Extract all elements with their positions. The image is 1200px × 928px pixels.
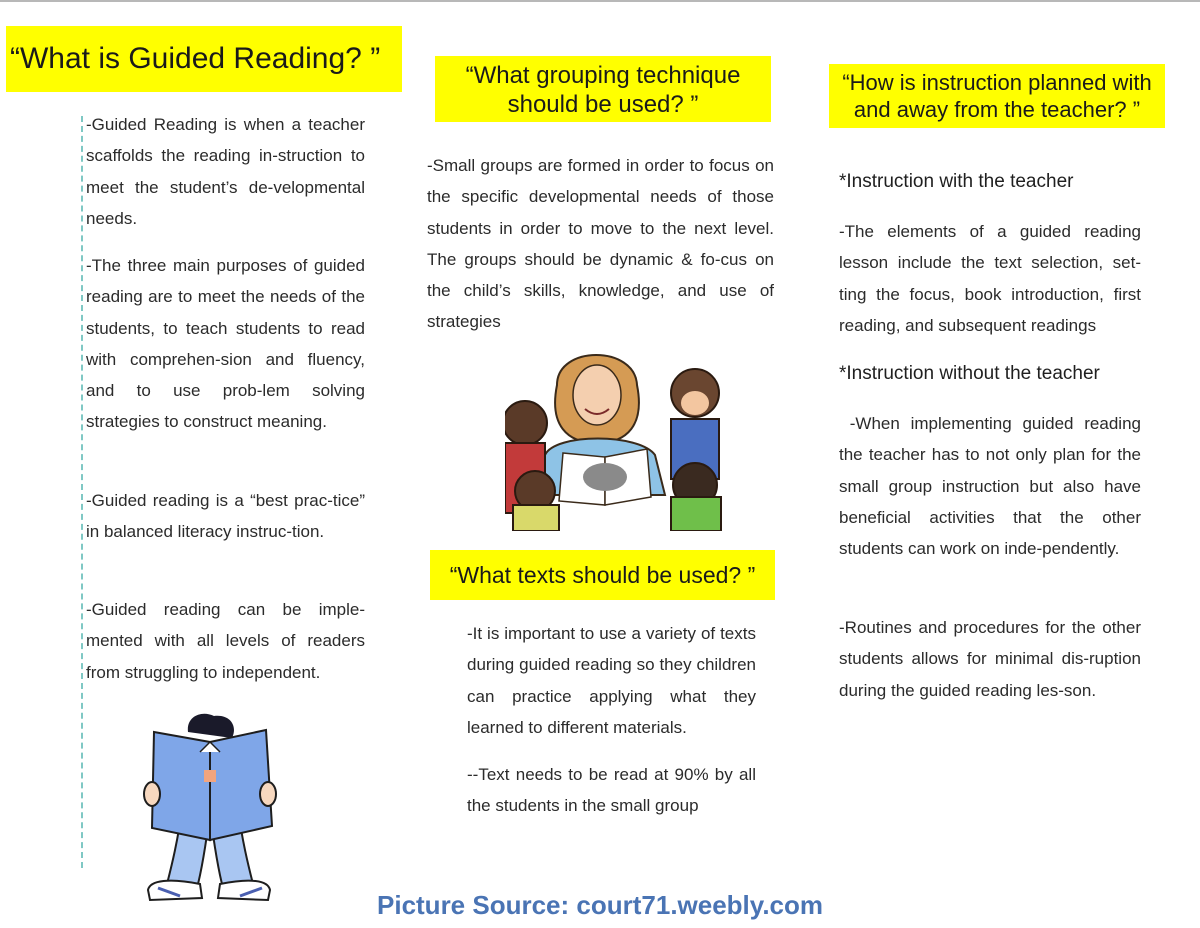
texts-paragraph-2: --Text needs to be read at 90% by all the students in the small group <box>467 765 756 816</box>
col1-paragraph-1: -Guided Reading is when a teacher scaffolds the reading in-struction to meet the student’s de-velopmental needs. <box>86 115 365 228</box>
col1-paragraph-3: -Guided reading is a “best prac-tice” in balanced literacy instruc-tion. <box>86 491 365 542</box>
dashed-guide-line <box>81 116 83 868</box>
grouping-technique-heading: “What grouping technique should be used? ” <box>435 56 771 122</box>
what-texts-heading: “What texts should be used? ” <box>430 550 775 600</box>
instruction-planned-heading: “How is instruction planned with and away from the teacher? ” <box>829 64 1165 128</box>
col1-paragraph-2: -The three main purposes of guided reading are to meet the needs of the students, to teach students to read with comprehen-sion and fluency, and to use prob-lem solving strategies to construct meaning. <box>86 256 365 432</box>
what-is-guided-reading-heading: “What is Guided Reading? ” <box>6 26 402 92</box>
picture-source-caption: Picture Source: court71.weebly.com <box>377 890 823 920</box>
instruction-without-paragraph-2: -Routines and procedures for the other students allows for minimal dis-ruption during the guided reading les-son. <box>839 618 1141 700</box>
top-rule <box>0 0 1200 2</box>
teacher-reading-to-children-icon <box>505 345 723 531</box>
instruction-without-teacher-subheading: *Instruction without the teacher <box>839 363 1100 384</box>
col1-paragraph-4: -Guided reading can be imple-mented with all levels of readers from struggling to independent. <box>86 600 365 682</box>
instruction-without-paragraph-1: -When implementing guided reading the teacher has to not only plan for the small group instruction but also have beneficial activities that the other students can work on inde-pendently. <box>839 414 1146 559</box>
texts-paragraph-1: -It is important to use a variety of texts during guided reading so they children can practice applying what they learned to different materials. <box>467 624 756 737</box>
child-reading-book-icon <box>140 712 280 908</box>
grouping-paragraph: -Small groups are formed in order to focus on the specific developmental needs of those students in order to move to the next level. The groups should be dynamic & fo-cus on the child’s skills, knowledge, and use of strategies <box>427 156 774 332</box>
instruction-with-teacher-subheading: *Instruction with the teacher <box>839 171 1074 192</box>
instruction-with-paragraph: -The elements of a guided reading lesson include the text selection, set-ting the focus, book introduction, first reading, and subsequent readings <box>839 222 1141 335</box>
